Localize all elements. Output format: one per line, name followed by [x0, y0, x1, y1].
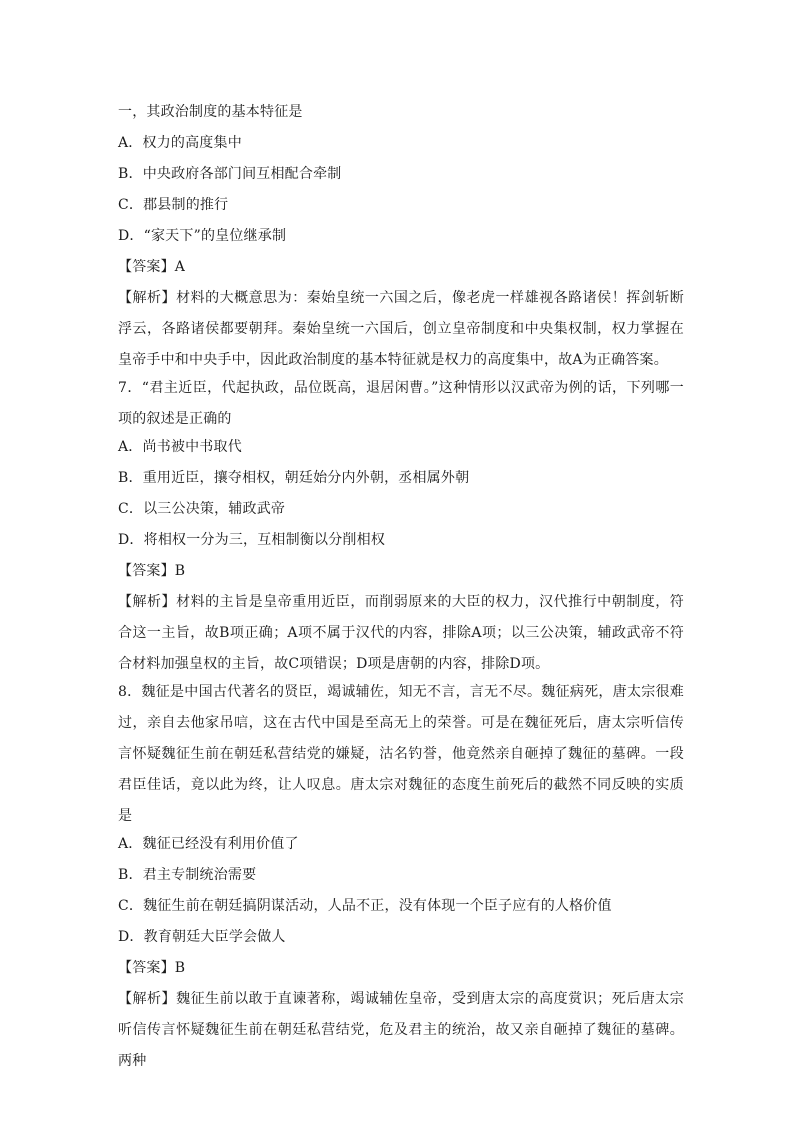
answer: 【答案】A [118, 259, 186, 275]
analysis: 【解析】魏征生前以敢于直谏著称，竭诚辅佐皇帝，受到唐太宗的高度赏识；死后唐太宗听信传言怀疑魏征生前在朝廷私营结党，危及君主的统治，故又亲自砸掉了魏征的墓碑。两种 [118, 991, 684, 1069]
option-a: A．权力的高度集中 [118, 135, 242, 151]
option-a: A．魏征已经没有利用价值了 [118, 836, 299, 852]
question-7-stem: 7．“君主近臣，代起执政，品位既高，退居闲曹。”这种情形以汉武帝为例的话，下列哪一项的叙述是正确的 [118, 380, 684, 427]
option-b: B．君主专制统治需要 [118, 867, 257, 883]
option-d: D．教育朝廷大臣学会做人 [118, 929, 286, 945]
option-b: B．中央政府各部门间互相配合牵制 [118, 166, 342, 182]
question-stem-tail: 一，其政治制度的基本特征是 [118, 104, 303, 120]
option-d: D．将相权一分为三，互相制衡以分削相权 [118, 532, 386, 548]
answer: 【答案】B [118, 563, 186, 579]
option-a: A．尚书被中书取代 [118, 439, 242, 455]
option-c: C．以三公决策，辅政武帝 [118, 501, 286, 517]
question-8-stem: 8．魏征是中国古代著名的贤臣，竭诚辅佐，知无不言，言无不尽。魏征病死，唐太宗很难过，亲自去他家吊唁，这在古代中国是至高无上的荣誉。可是在魏征死后，唐太宗听信传言怀疑魏征生前在朝廷私营结党的嫌疑，沽名钓誉，他竟然亲自砸掉了魏征的墓碑。一段君臣佳话，竟以此为终，让人叹息。唐太宗对魏征的态度生前死后的截然不同反映的实质是 [118, 684, 684, 824]
document-page [118, 101, 684, 1078]
analysis: 【解析】材料的主旨是皇帝重用近臣，而削弱原来的大臣的权力，汉代推行中朝制度，符合这一主旨，故B项正确；A项不属于汉代的内容，排除A项；以三公决策，辅政武帝不符合材料加强皇权的主旨，故C项错误；D项是唐朝的内容，排除D项。 [118, 594, 684, 672]
option-d: D．“家天下”的皇位继承制 [118, 228, 287, 244]
option-c: C．魏征生前在朝廷搞阴谋活动，人品不正，没有体现一个臣子应有的人格价值 [118, 898, 612, 914]
option-b: B．重用近臣，攘夺相权，朝廷始分内外朝，丞相属外朝 [118, 470, 470, 486]
option-c: C．郡县制的推行 [118, 197, 229, 213]
analysis: 【解析】材料的大概意思为：秦始皇统一六国之后，像老虎一样雄视各路诸侯！挥剑斩断浮云，各路诸侯都要朝拜。秦始皇统一六国后，创立皇帝制度和中央集权制，权力掌握在皇帝手中和中央手中，因此政治制度的基本特征就是权力的高度集中，故A为正确答案。 [118, 290, 684, 368]
answer: 【答案】B [118, 960, 186, 976]
